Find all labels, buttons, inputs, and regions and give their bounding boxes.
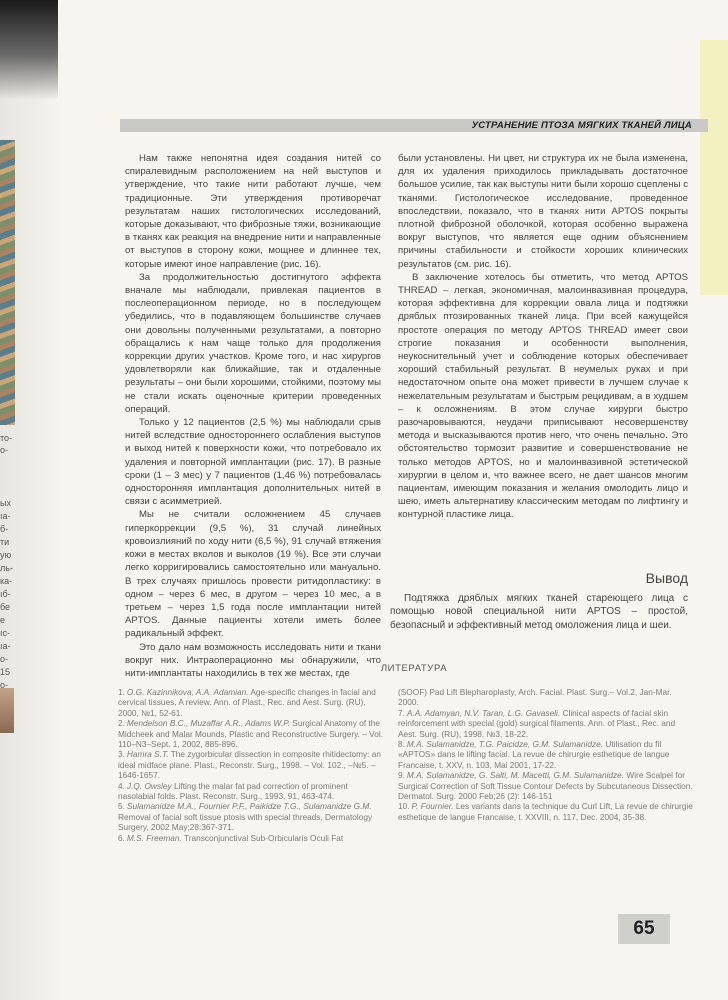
page-fold-shadow bbox=[0, 0, 58, 100]
left-frag-line: о- bbox=[0, 654, 9, 664]
left-frag-line: б- bbox=[0, 524, 9, 534]
references-column-2 bbox=[398, 687, 694, 822]
reference-item: (SOOF) Pad Lift Blepharoplasty, Arch. Facial. Plast. Surg.– Vol.2, Jan-Mar. 2000. bbox=[398, 687, 672, 708]
left-photo-fragment-2 bbox=[0, 688, 14, 733]
paragraph: Только у 12 пациентов (2,5 %) мы наблюдали срыв нитей вследствие одностороннего ослабления выступов и выход нитей к поверхности кожи, что потребовало их удаления и повторной имплантации (рис. 17). В разные сроки (1 – 3 мес) у 7 пациентов (1,46 %) потребовалась односторонняя имплантация дополнительных нитей в связи с асимметрией. bbox=[125, 417, 381, 508]
text-column-2 bbox=[398, 152, 688, 522]
left-frag-line: ка- bbox=[0, 576, 13, 586]
section-header-bar bbox=[120, 119, 708, 132]
paragraph: В заключение хотелось бы отметить, что метод APTOS THREAD – легкая, экономичная, малоинвазивная процедура, которая эффективна для коррекции овала лица и подтяжки дряблых птозированных тканей лица. При всей кажущейся простоте операция по методу APTOS THREAD имеет свои строгие показания и особенности выполнения, неукоснительный учет и соблюдение которых обеспечивает хороший стабильный результат. В неумелых руках и при недостаточном опыте она может привести в лучшем случае к нежелательным результатам и быстрым рецидивам, а в худшем – к осложнениям. В этом случае хирурги быстро разочаровываются, неудачи приписывают несовершенству метода и высказываются против него, что очень печально. Это обстоятельство тормозит развитие и совершенствование не только методов APTOS, но и малоинвазивной эстетической хирургии в целом и, что важнее всего, не дает шансов многим пациентам, имеющим показания и желания омолодить лицо и шею, иметь альтернативу классическим методам по лифтингу и контурной пластике лица. bbox=[398, 271, 688, 521]
left-frag-line: ıа- bbox=[0, 511, 11, 521]
text-column-1 bbox=[125, 152, 381, 680]
left-frag-line: е bbox=[0, 615, 6, 625]
reference-item: 7. A.A. Adamyan, N.V. Taran, L.G. Gavaseli. Clinical aspects of facial skin reinforcement with special (gold) surgical filaments. Ann. of Plast., Rec. and Aest. Surg. (RU), 1998, №3, 18-22. bbox=[398, 707, 676, 739]
sticky-note bbox=[700, 40, 728, 295]
paragraph: За продолжительностью достигнутого эффекта вначале мы наблюдали, привлекая пациентов в послеоперационном периоде, но в последующем убедились, что в подавляющем большинстве случаев они довольны полученными результатами, а повторно обращались к нам чаще только для продолжения коррекции других участков. Кроме того, и нас хирургов удовлетворяли как ближайшие, так и отдаленные результаты – они были хорошими, стойкими, поэтому мы не стали искать оценочные критерии проведенных операций. bbox=[125, 271, 381, 415]
literature-heading: ЛИТЕРАТУРА bbox=[380, 663, 448, 674]
paragraph: Нам также непонятна идея создания нитей со спиралевидным расположением на ней выступов и утверждение, что такие нити работают лучше, чем традиционные. Эти утверждения противоречат результатам наших гистологических исследований, которые доказывают, что фиброзные тяжи, возникающие в тканях как реакция на внедрение нити и направленные от выступов в сторону кожи, мощнее и длиннее тех, которые имеют иное направление (рис. 16). bbox=[125, 153, 381, 270]
reference-item: 4. J.Q. Owsley Lifting the malar fat pad correction of prominent nasolabial folds. Plast. Reconstr. Surg., 1993, 91, 463-474. bbox=[118, 780, 348, 802]
reference-item: 2. Mendelson B.C., Muzaffar A.R., Adams W.P. Surgical Anatomy of the Midcheek and Malar Mounds, Plastic and Reconstructive Surgery. – Vol. 110–N3–Sept. 1, 2002, 885-896. bbox=[118, 718, 384, 750]
reference-item: 3. Hamra S.T. The zygorbicular dissection in composite rhitidectomy: an ideal midface plane. Plast., Reconstr. Surg., 1998. – Vol. 102., –№5. – 1646-1657. bbox=[118, 749, 382, 781]
section-title: УСТРАНЕНИЕ ПТОЗА МЯГКИХ ТКАНЕЙ ЛИЦА bbox=[471, 120, 692, 131]
paragraph: Подтяжка дряблых мягких тканей стареющего лица с помощью новой специальной нити APTOS – простой, безопасный и эффективный метод омоложения лица и шеи. bbox=[390, 593, 688, 631]
left-frag-line: ıб- bbox=[0, 589, 11, 599]
references-column-1 bbox=[118, 687, 384, 843]
paragraph: Это дало нам возможность исследовать нити и ткани вокруг них. Интраоперационно мы обнаружили, что нити-имплантаты находились в тех же местах, где bbox=[125, 641, 381, 679]
left-frag-line: ых bbox=[0, 498, 11, 508]
reference-item: 1. O.G. Kazinnikova, A.A. Adamian. Age-specific changes in facial and cervical tissues, A review. Ann. of Plast., Rec. and Aest. Surg. (RU), 2000, №1, 52-61. bbox=[118, 687, 376, 718]
left-frag-line: ти bbox=[0, 537, 10, 547]
paragraph: Мы не считали осложнением 45 случаев гиперкоррекции (9,5 %), 31 случай линейных кровоизлияний по ходу нити (6,5 %), 91 случай втяжения кожи в местах вколов и выколов (19 %). Все эти случаи легко корригировались самостоятельно или мануально. В трех случаях пришлось провести ритидопластику: в одном – через 6 мес, в другом – через 10 мес, а в третьем – через 1,5 года после имплантации нитей APTOS. Данные пациенты хотели иметь более радикальный эффект. bbox=[125, 509, 381, 640]
left-frag-line: ую bbox=[0, 550, 12, 560]
left-frag-line: бе bbox=[0, 602, 11, 612]
reference-item: 5. Sulamanidze M.A., Fournier P.F., Paikidze T.G., Sulamanidze G.M. Removal of facial soft tissue ptosis with special threads, Dermatology Surgery, 2002 May;28:367-371. bbox=[118, 801, 373, 833]
paragraph: были установлены. Ни цвет, ни структура их не была изменена, для их удаления приходилось прикладывать достаточное большое усилие, так как выступы нити были хорошо сцеплены с тканями. Гистологическое исследование, проведенное впоследствии, показало, что в тканях нити APTOS покрыты плотной фиброзной оболочкой, которая особенно выражена вокруг выступов, что является еще одним объяснением причины стабильности и стойкости хороших клинических результатов (см. рис. 16). bbox=[398, 153, 688, 270]
left-frag-line: ıа- bbox=[0, 641, 11, 651]
conclusion-text bbox=[390, 592, 688, 632]
page-number: 65 bbox=[618, 914, 670, 944]
reference-item: 10. P. Fournier. Les variants dans la technique du Curl Lift, La revue de chirurgie esthetique de langue Francaise, t. XXVIII, n. 117, Dec. 2004, 35-38. bbox=[398, 801, 693, 822]
left-frag-line: 15 bbox=[0, 667, 11, 677]
left-frag-line: о- bbox=[0, 680, 9, 690]
left-frag-line: о- bbox=[0, 445, 9, 455]
conclusion-heading: Вывод bbox=[645, 570, 688, 586]
left-frag-line: ıс- bbox=[0, 628, 10, 638]
left-frag-line: ль- bbox=[0, 563, 13, 573]
left-frag-line: то- bbox=[0, 433, 13, 443]
left-photo-fragment bbox=[0, 140, 15, 425]
reference-item: 8. M.A. Sulamanidze, T.G. Paicidze, G.M. Sulamanidze. Utilisation du fil «APTOS» dans le lifting facial. La revue de chirurgie esthetique de langue Francaise, t. XXV, n. 103, Mai 2001, 17-22. bbox=[398, 739, 670, 770]
reference-item: 6. M.S. Freeman. Transconjunctival Sub-Orbicularis Oculi Fat bbox=[118, 832, 344, 843]
reference-item: 9. M.A. Sulamanidze, G. Salti, M. Macetti, G.M. Sulamanidze. Wire Scalpel for Surgical Correction of Soft Tissue Contour Defects by Subcutaneous Dissection. Dermatol. Surg. 2000 Feb;26 (2): 146-151 bbox=[398, 770, 693, 802]
